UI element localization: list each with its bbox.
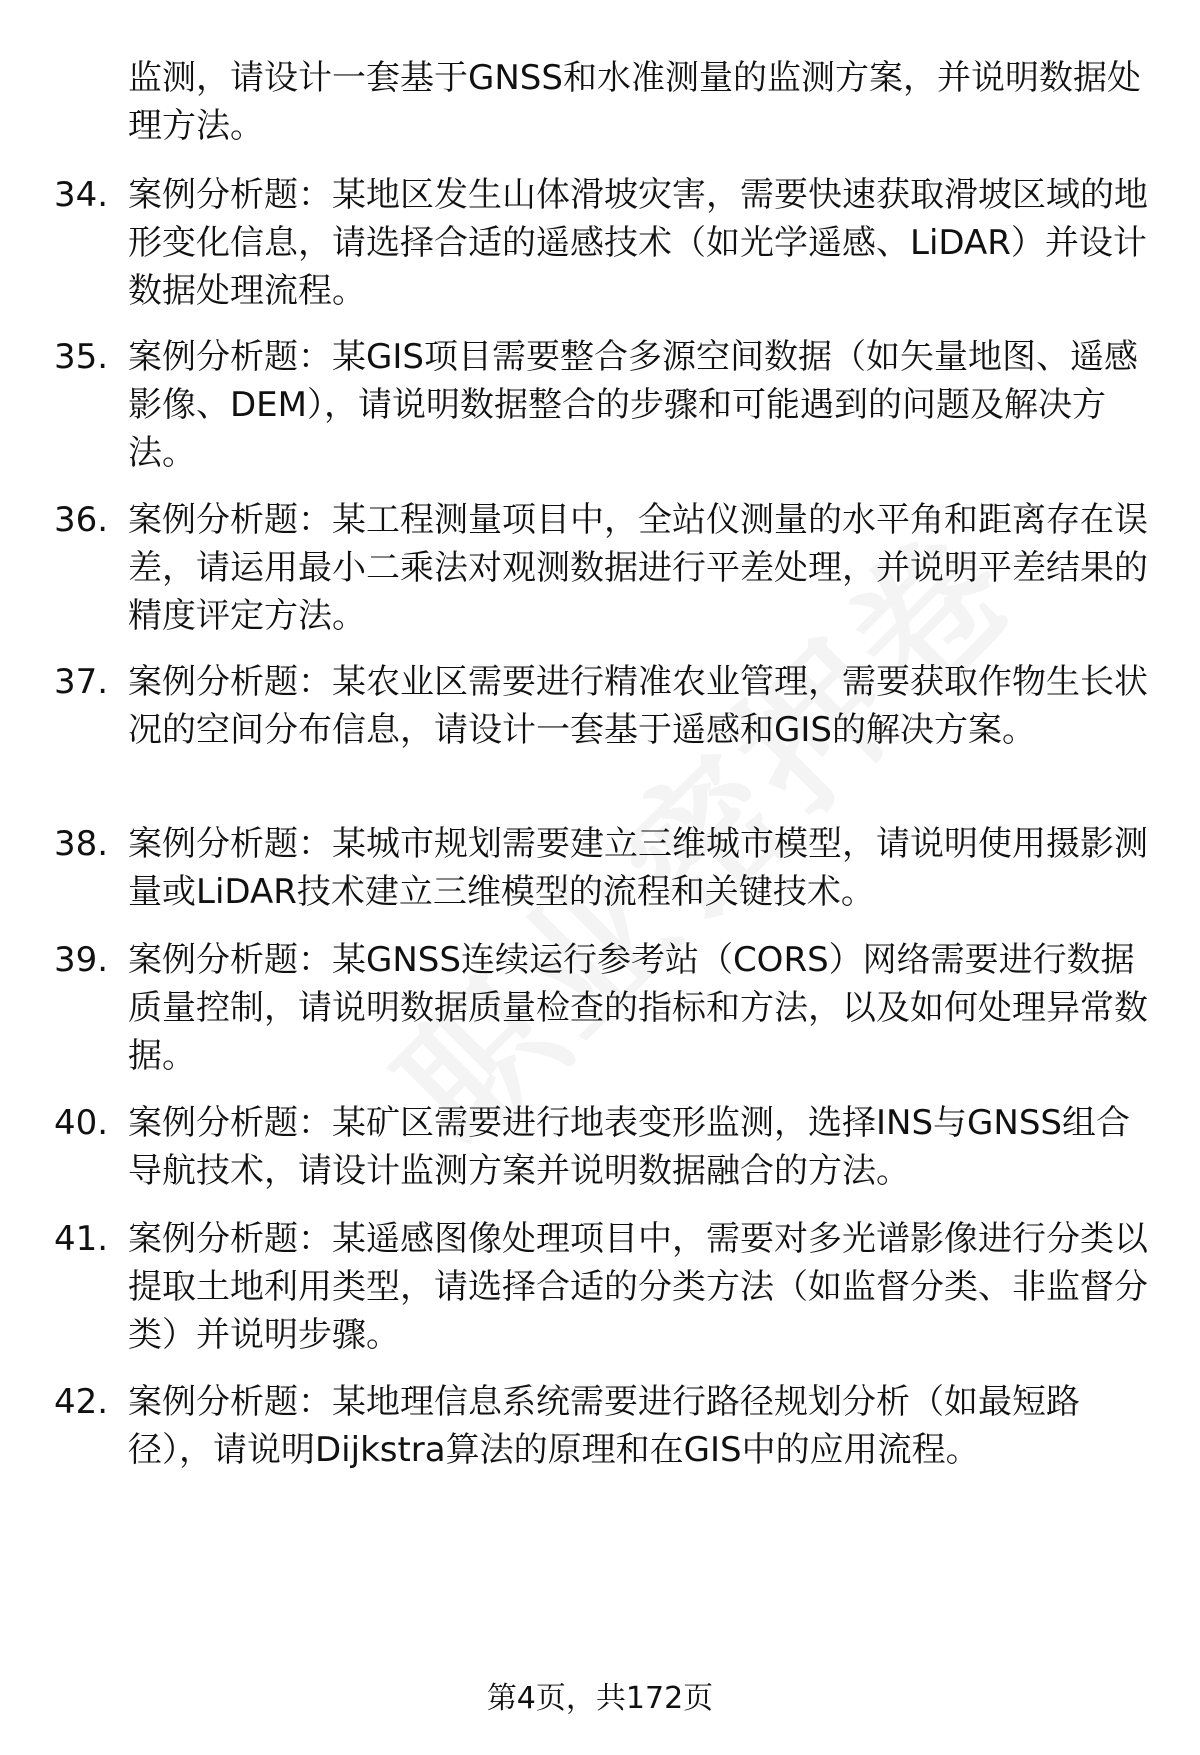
question-text: 案例分析题：某地理信息系统需要进行路径规划分析（如最短路径），请说明Dijkstra算法的原理和在GIS中的应用流程。 [128, 1382, 1080, 1470]
question-number: 37. [54, 662, 109, 702]
page-footer: 第4页，共172页 [486, 1681, 714, 1716]
question-text: 案例分析题：某地区发生山体滑坡灾害，需要快速获取滑坡区域的地形变化信息，请选择合适的遥感技术（如光学遥感、LiDAR）并设计数据处理流程。 [128, 175, 1148, 311]
question-number: 35. [54, 337, 109, 377]
question-text: 案例分析题：某城市规划需要建立三维城市模型，请说明使用摄影测量或LiDAR技术建立三维模型的流程和关键技术。 [128, 824, 1148, 912]
question-number: 39. [54, 940, 109, 980]
question-text: 案例分析题：某遥感图像处理项目中，需要对多光谱影像进行分类以提取土地利用类型，请选择合适的分类方法（如监督分类、非监督分类）并说明步骤。 [128, 1219, 1148, 1355]
question-text: 案例分析题：某矿区需要进行地表变形监测，选择INS与GNSS组合导航技术，请设计监测方案并说明数据融合的方法。 [128, 1103, 1130, 1191]
question-number: 42. [54, 1382, 109, 1422]
question-number: 40. [54, 1103, 109, 1143]
question-text: 案例分析题：某工程测量项目中，全站仪测量的水平角和距离存在误差，请运用最小二乘法对观测数据进行平差处理，并说明平差结果的精度评定方法。 [128, 500, 1148, 636]
question-text: 案例分析题：某GNSS连续运行参考站（CORS）网络需要进行数据质量控制，请说明数据质量检查的指标和方法，以及如何处理异常数据。 [128, 940, 1148, 1076]
question-number: 34. [54, 175, 109, 215]
question-number: 41. [54, 1219, 109, 1259]
continuation-text: 监测，请设计一套基于GNSS和水准测量的监测方案，并说明数据处理方法。 [128, 58, 1141, 146]
question-number: 36. [54, 500, 109, 540]
question-number: 38. [54, 824, 109, 864]
question-text: 案例分析题：某GIS项目需要整合多源空间数据（如矢量地图、遥感影像、DEM），请说明数据整合的步骤和可能遇到的问题及解决方法。 [128, 337, 1138, 473]
question-text: 案例分析题：某农业区需要进行精准农业管理，需要获取作物生长状况的空间分布信息，请设计一套基于遥感和GIS的解决方案。 [128, 662, 1148, 750]
